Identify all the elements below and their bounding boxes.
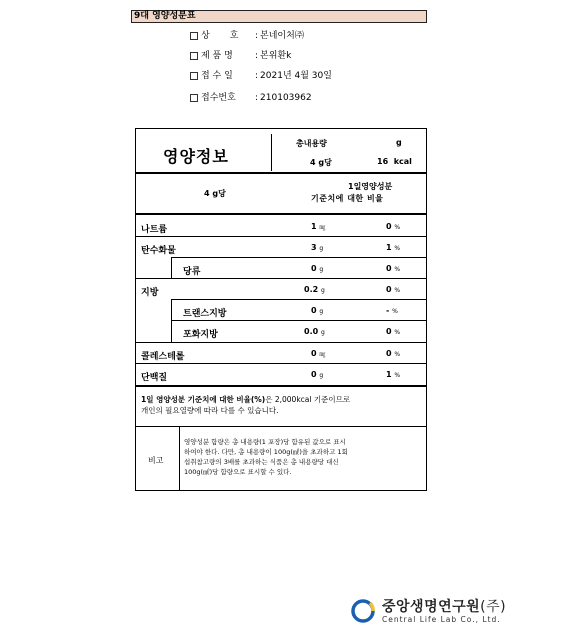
checkbox-icon [190, 52, 198, 60]
info-value: 2021년 4월 30일 [260, 71, 332, 81]
total-unit: g [396, 138, 402, 147]
nutrient-pct: 0 % [386, 264, 401, 273]
company-logo [350, 596, 510, 630]
nutrient-name: 포화지방 [183, 330, 218, 340]
document-title: 9대 영양성분표 [131, 10, 427, 23]
per-label: 4 g당 [204, 189, 226, 198]
nutrient-name: 탄수화물 [141, 246, 176, 256]
nutrient-amount: 0 ㎎ [311, 349, 326, 358]
info-label: 제 품 명 [201, 51, 233, 61]
nutrient-name: 지방 [141, 288, 159, 298]
nutrient-pct: - % [386, 306, 398, 315]
info-row-number: 접수번호 : 210103962 [190, 92, 312, 104]
nutrient-name: 나트륨 [141, 225, 168, 235]
remark-line: 영양성분 함량은 총 내용량(1 포장)당 함유된 값으로 표시 [184, 438, 346, 446]
ratio-label-1: 1일영양성분 [348, 182, 393, 191]
remark-line: 하여야 한다. 다만, 총 내용량이 100g(㎖)을 초과하고 1회 [184, 448, 348, 456]
logo-ring-icon [350, 598, 376, 624]
nutrient-pct: 0 % [386, 327, 401, 336]
logo-name: 중앙생명연구원(주) [382, 599, 507, 615]
nutrient-name: 당류 [183, 267, 201, 277]
nutrient-pct: 0 % [386, 349, 401, 358]
info-value: 210103962 [260, 93, 312, 103]
nutrient-pct: 1 % [386, 243, 401, 252]
nutrient-name: 콜레스테롤 [141, 352, 185, 362]
serving-label: 4 g당 [310, 158, 332, 167]
info-value: 본위환k [260, 51, 292, 61]
info-label: 접 수 일 [201, 71, 233, 81]
info-label: 접수번호 [201, 93, 236, 103]
nutrient-name: 단백질 [141, 373, 168, 383]
nutrient-amount: 0 g [311, 264, 324, 273]
info-row-product: 제 품 명 : 본위환k [190, 50, 291, 62]
remark-line: 100g(㎖)당 함량으로 표시할 수 있다. [184, 468, 292, 476]
nutrient-pct: 0 % [386, 222, 401, 231]
nutrition-panel [135, 128, 427, 491]
nutrient-amount: 0.2 g [304, 285, 325, 294]
nutrient-amount: 0 g [311, 306, 324, 315]
info-row-date: 접 수 일 : 2021년 4월 30일 [190, 70, 332, 82]
checkbox-icon [190, 94, 198, 102]
nutrient-pct: 0 % [386, 285, 401, 294]
nutrient-amount: 3 g [311, 243, 324, 252]
nutrient-amount: 0.0 g [304, 327, 325, 336]
info-value: 본네이처㈜ [260, 31, 304, 41]
info-row-company: 상 호 : 본네이처㈜ [190, 30, 304, 42]
logo-english: Central Life Lab Co., Ltd. [382, 615, 501, 624]
ratio-label-2: 기준치에 대한 비율 [311, 194, 384, 203]
info-label: 상 호 [201, 31, 239, 41]
kcal-value: 16 kcal [377, 157, 412, 166]
remark-label: 비고 [148, 456, 164, 465]
footnote-line-2: 개인의 필요열량에 따라 다를 수 있습니다. [141, 406, 279, 415]
nutrient-amount: 0 g [311, 370, 324, 379]
total-label: 총내용량 [296, 139, 327, 148]
panel-title: 영양정보 [163, 147, 229, 166]
footnote-line-1: 1일 영양성분 기준치에 대한 비율(%)은 2,000kcal 기준이므로 [141, 395, 351, 404]
nutrient-amount: 1 ㎎ [311, 222, 326, 231]
remark-line: 섭취참고량의 3배를 초과하는 식품은 총 내용량당 대신 [184, 458, 339, 466]
checkbox-icon [190, 32, 198, 40]
nutrient-pct: 1 % [386, 370, 401, 379]
checkbox-icon [190, 72, 198, 80]
nutrient-name: 트랜스지방 [183, 309, 227, 319]
